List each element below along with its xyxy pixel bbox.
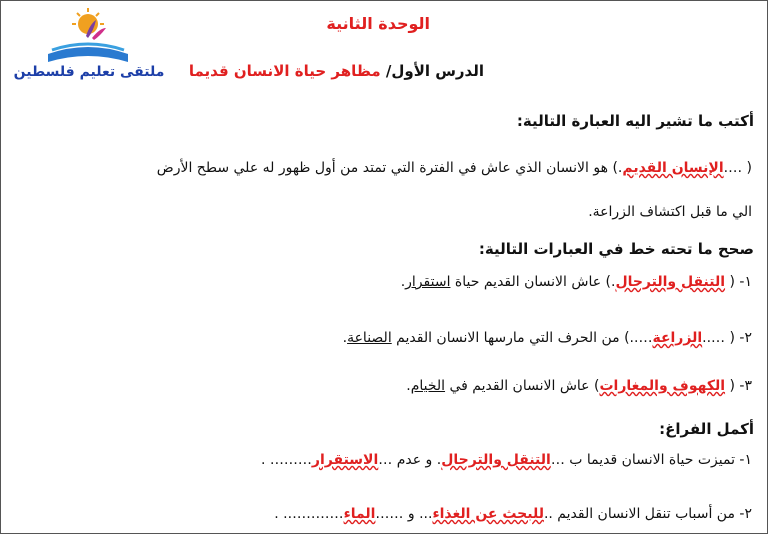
item-text: .) عاش الانسان القديم حياة	[454, 274, 616, 290]
fill-text: . و عدم …	[378, 452, 442, 468]
logo-text: ملتقى تعليم فلسطين	[13, 64, 165, 80]
section2-item-2	[343, 330, 752, 346]
section1-text: .) هو الانسان الذي عاش في الفترة التي تمتد من أول ظهور له علي سطح الأرض	[156, 160, 623, 176]
item-number: ١- (	[729, 274, 752, 290]
fill-text: ١- تميزت حياة الانسان قديما ب …	[550, 452, 752, 468]
item-underlined: الخيام	[410, 378, 446, 394]
lesson-title: مظاهر حياة الانسان قديما	[188, 62, 381, 80]
section2-item-1	[401, 274, 752, 290]
fill-text: ... و ……	[375, 506, 433, 522]
fill-answer: الاستقرار	[311, 452, 379, 468]
item-end: .	[342, 330, 348, 346]
section3-item-2	[274, 506, 752, 522]
item-number: ٣- (	[729, 378, 752, 394]
section1-line1	[157, 160, 752, 176]
item-answer: الزراعة	[652, 330, 703, 346]
section1-answer: الإنسان القديم	[622, 160, 724, 176]
fill-answer: للبحث عن الغذاء	[432, 506, 544, 522]
lesson-label: الدرس الأول/	[385, 62, 484, 80]
item-underlined: استقرار	[405, 274, 451, 290]
item-underlined: الصناعة	[347, 330, 392, 346]
section1-open: (	[746, 160, 752, 176]
item-end: .	[400, 274, 406, 290]
fill-answer: التنقل والترحال	[441, 452, 551, 468]
item-answer: التنقل والترحال	[615, 274, 726, 290]
fill-text: ……… .	[261, 452, 312, 468]
section3-item-1	[261, 452, 752, 468]
item-text: ) عاش الانسان القديم في	[449, 378, 600, 394]
fill-text: ٢- من أسباب تنقل الانسان القديم ..	[543, 506, 752, 522]
item-end: .	[406, 378, 411, 394]
section1-line2: الي ما قبل اكتشاف الزراعة.	[588, 204, 752, 220]
section1-dots: ….	[723, 160, 743, 176]
fill-text: …………. .	[274, 506, 344, 522]
item-answer: الكهوف والمغارات	[599, 378, 726, 394]
unit-title: الوحدة الثانية	[326, 14, 430, 33]
lesson-heading	[189, 62, 484, 80]
section2-heading: صحح ما تحته خط في العبارات التالية:	[478, 240, 754, 258]
fill-answer: الماء	[343, 506, 376, 522]
section2-item-3	[406, 378, 752, 394]
item-text: …..) من الحرف التي مارسها الانسان القديم	[396, 330, 653, 346]
section3-heading: أكمل الفراغ:	[659, 420, 754, 438]
section1-heading: أكتب ما تشير اليه العبارة التالية:	[516, 112, 754, 130]
item-number: ٢- ( …..	[702, 330, 752, 346]
